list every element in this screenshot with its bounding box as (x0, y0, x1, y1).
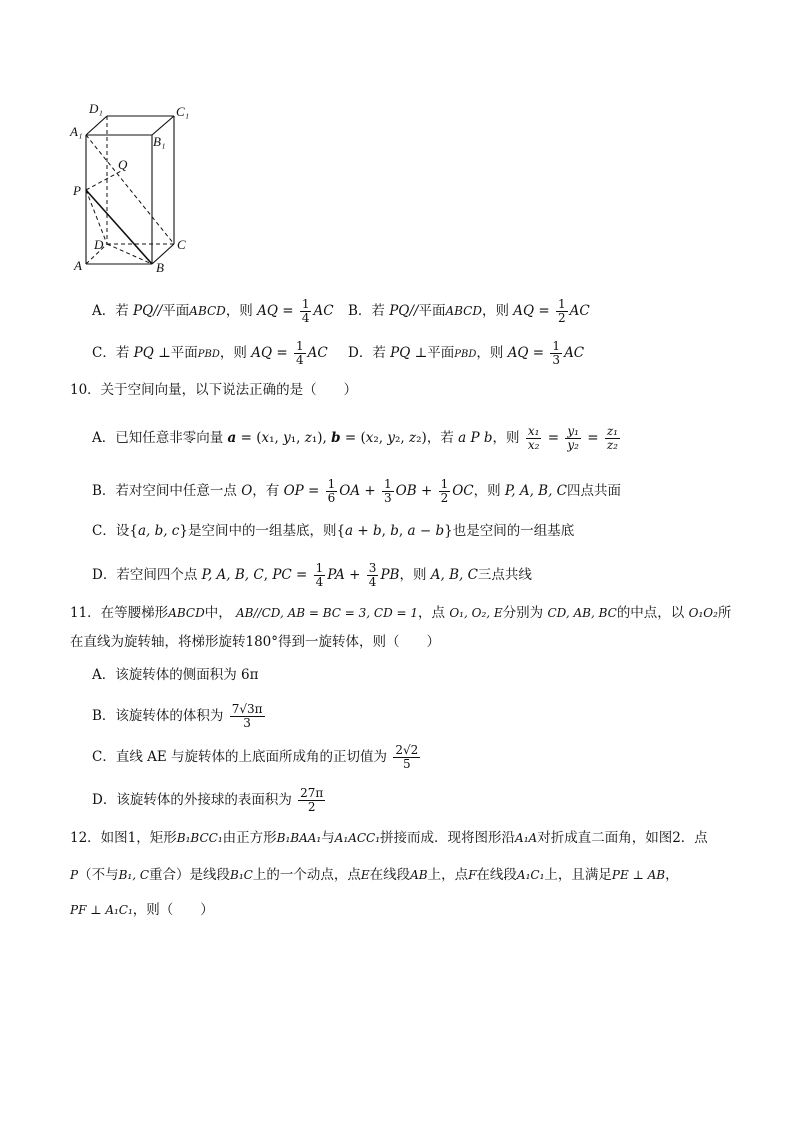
label-P: P (73, 183, 81, 198)
q11-option-a: A．该旋转体的侧面积为 6π (92, 667, 259, 683)
q9-option-b: B．若 PQ//平面ABCD，则 AQ = $\frac{1}{2}$ AC (348, 297, 590, 325)
prism-diagram (64, 98, 204, 278)
label-D: D (94, 237, 104, 252)
q12-stem-line3: PF ⊥ A₁C₁，则（ ） (70, 902, 214, 918)
label-D1: D₁ (89, 101, 103, 116)
q9-option-c: C．若 PQ ⊥平面PBD，则 AQ = $\frac{1}{4}$ AC (92, 339, 328, 367)
q10-option-c: C．设{a, b, c}是空间中的一组基底，则{a + b, b, a − b}也是空间的一组基底 (92, 523, 575, 539)
q10-option-b: B．若对空间中任意一点 O，有 OP = $\frac{1}{6}$ OA + $\frac{1}{3}$ OB + $\frac{1}{2}$ OC，则 P, A, B, C四点共面 (92, 477, 622, 505)
q10-stem: 10．关于空间向量，以下说法正确的是（ ） (70, 382, 358, 398)
label-C1: C₁ (176, 104, 190, 119)
q11-option-b: B．该旋转体的体积为 $\frac{7√3\pi}{3}$ (92, 702, 263, 730)
q9-option-d: D．若 PQ ⊥平面PBD，则 AQ = $\frac{1}{3}$ AC (348, 339, 585, 367)
q11-stem-line2: 在直线为旋转轴，将梯形旋转180°得到一旋转体，则（ ） (70, 634, 441, 650)
label-Q: Q (118, 157, 128, 172)
prism-figure (64, 98, 204, 278)
label-A1: A₁ (70, 124, 83, 139)
q12-stem-line2: P（不与B₁, C重合）是线段B₁C上的一个动点，点E在线段AB上，点F在线段A₁C₁上，且满足PE ⊥ AB， (70, 867, 679, 883)
q11-option-c: C．直线 AE 与旋转体的上底面所成角的正切值为 $\frac{2√2}{5}$ (92, 743, 419, 771)
q11-option-d: D．该旋转体的外接球的表面积为 $\frac{27\pi}{2}$ (92, 786, 324, 814)
label-B: B (156, 260, 164, 275)
q9-option-a: A．若 PQ//平面ABCD，则 AQ = $\frac{1}{4}$ AC (92, 297, 334, 325)
label-B1: B₁ (153, 134, 166, 149)
q12-stem-line1: 12．如图1，矩形B₁BCC₁由正方形B₁BAA₁与A₁ACC₁拼接而成．现将图形沿A₁A对折成直二面角，如图2．点 (70, 830, 708, 846)
label-C: C (177, 237, 186, 252)
q11-stem-line1: 11．在等腰梯形ABCD中， AB//CD, AB = BC = 3, CD = 1，点 O₁, O₂, E分别为 CD, AB, BC的中点，以 O₁O₂所 (70, 605, 732, 621)
label-A: A (74, 258, 82, 273)
q10-option-a: A．已知任意非零向量 a = (x₁, y₁, z₁), b = (x₂, y₂, z₂)，若 a P b，则 $\frac{\text{x₁}}{\text{x₂}}$ = $\frac{\text{y₁}}{\text{y₂}}$ = $\frac{\text{z₁}}{\text{z₂}}$ (92, 424, 618, 452)
q10-option-d: D．若空间四个点 P, A, B, C, PC = $\frac{1}{4}$ PA + $\frac{3}{4}$ PB，则 A, B, C三点共线 (92, 561, 532, 589)
